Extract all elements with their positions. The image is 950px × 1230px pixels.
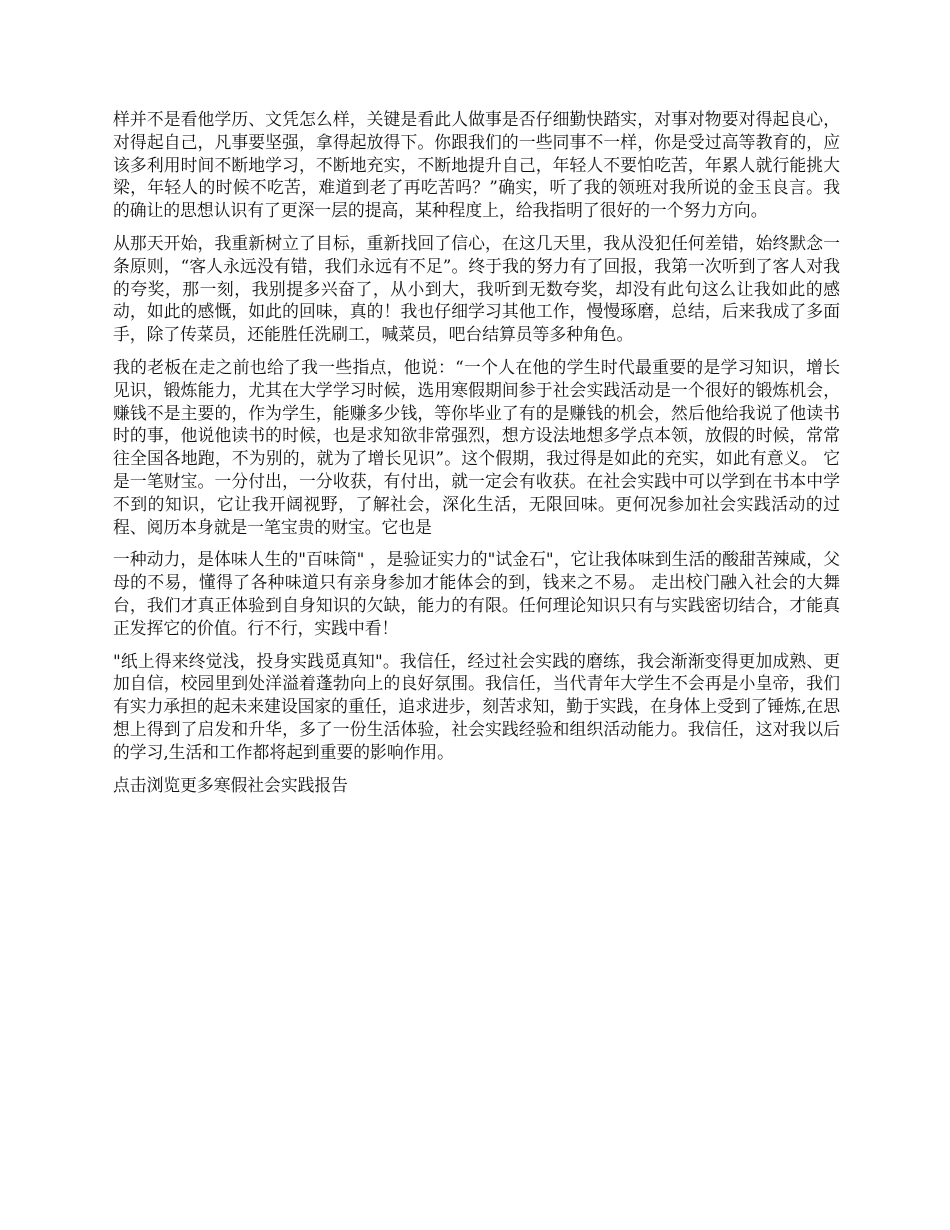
paragraph-1: 样并不是看他学历、文凭怎么样，关键是看此人做事是否仔细勤快踏实，对事对物要对得起良心，对得起自己，凡事要坚强，拿得起放得下。你跟我们的一些同事不一样，你是受过高等教育的，应该多利用时间不断地学习，不断地充实，不断地提升自己，年轻人不要怕吃苦，年累人就行能挑大梁，年轻人的时候不吃苦，难道到老了再吃苦吗？”确实，听了我的领班对我所说的金玉良言。我的确让的思想认识有了更深一层的提高，某种程度上，给我指明了很好的一个努力方向。: [113, 109, 840, 221]
document-body: [113, 108, 840, 806]
paragraph-5: "纸上得来终觉浅，投身实践觅真知"。我信任，经过社会实践的磨练，我会渐渐变得更加成熟、更加自信，校园里到处洋溢着蓬勃向上的良好氛围。我信任，当代青年大学生不会再是小皇帝，我们有实力承担的起未来建设国家的重任，追求进步，刻苦求知，勤于实践，在身体上受到了锤炼,在思想上得到了启发和升华，多了一份生活体验，社会实践经验和组织活动能力。我信任，这对我以后的学习,生活和工作都将起到重要的影响作用。: [113, 650, 840, 762]
paragraph-3: 我的老板在走之前也给了我一些指点，他说：“一个人在他的学生时代最重要的是学习知识，增长见识，锻炼能力，尤其在大学学习时候，选用寒假期间参于社会实践活动是一个很好的锻炼机会，赚钱不是主要的，作为学生，能赚多少钱，等你毕业了有的是赚钱的机会，然后他给我说了他读书时的事，他说他读书的时候，也是求知欲非常强烈，想方设法地想多学点本领，放假的时候，常常往全国各地跑，不为别的，就为了增长见识”。这个假期，我过得是如此的充实，如此有意义。 它是一笔财宝。一分付出，一分收获，有付出，就一定会有收获。在社会实践中可以学到在书本中学不到的知识，它让我开阔视野，了解社会，深化生活，无限回味。更何况参加社会实践活动的过程、阅历本身就是一笔宝贵的财宝。它也是: [113, 356, 840, 537]
more-reports-link[interactable]: 点击浏览更多寒假社会实践报告: [113, 774, 348, 795]
paragraph-4: 一种动力，是体味人生的"百味筒" ，是验证实力的"试金石"，它让我体味到生活的酸甜苦辣咸，父母的不易，懂得了各种味道只有亲身参加才能体会的到，钱来之不易。 走出校门融入社会的大舞台，我们才真正体验到自身知识的欠缺，能力的有限。任何理论知识只有与实践密切结合，才能真正发挥它的价值。行不行，实践中看！: [113, 549, 840, 638]
paragraph-2: 从那天开始，我重新树立了目标，重新找回了信心，在这几天里，我从没犯任何差错，始终默念一条原则，“客人永远没有错，我们永远有不足”。终于我的努力有了回报，我第一次听到了客人对我的夸奖，那一刻，我别提多兴奋了，从小到大，我听到无数夸奖，却没有此句这么让我如此的感动，如此的感慨，如此的回味，真的！我也仔细学习其他工作，慢慢琢磨，总结，后来我成了多面手，除了传菜员，还能胜任洗刷工，喊菜员，吧台结算员等多种角色。: [113, 232, 840, 345]
